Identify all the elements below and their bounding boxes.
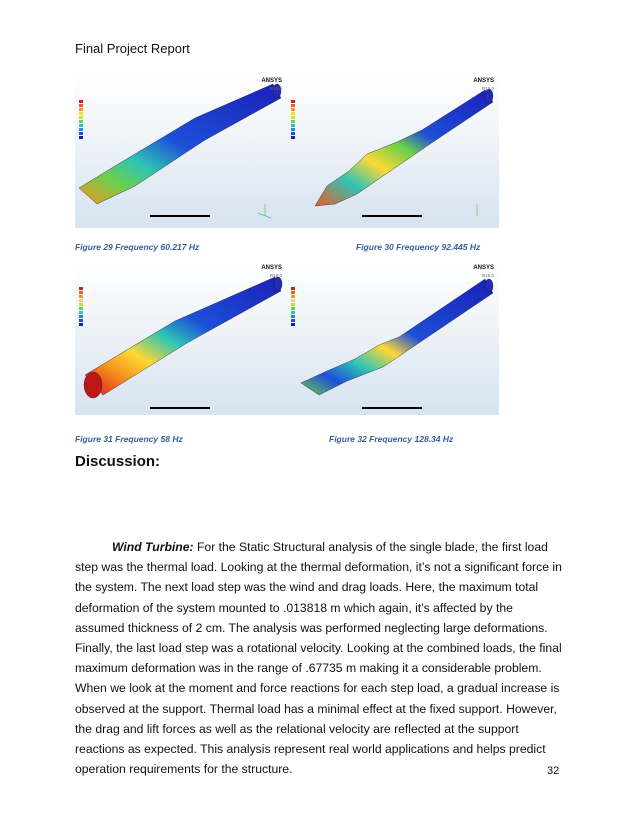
legend-swatch [79, 311, 83, 314]
legend-swatch [79, 295, 83, 298]
page-header-title: Final Project Report [75, 41, 190, 56]
legend-swatch [79, 108, 83, 111]
legend-swatch [291, 100, 295, 103]
legend-swatch [291, 315, 295, 318]
legend-swatch [291, 128, 295, 131]
legend-swatch [79, 104, 83, 107]
legend-swatch [79, 100, 83, 103]
legend-swatch [291, 299, 295, 302]
result-legend [291, 100, 295, 140]
figure-32-image [287, 263, 499, 415]
ansys-logo: ANSYS R15.0 [473, 78, 494, 91]
blade-mode-shape-4 [287, 263, 499, 415]
legend-swatch [291, 287, 295, 290]
legend-swatch [79, 299, 83, 302]
legend-swatch [79, 124, 83, 127]
legend-swatch [79, 291, 83, 294]
legend-swatch [79, 128, 83, 131]
legend-swatch [79, 136, 83, 139]
legend-swatch [291, 136, 295, 139]
result-legend [79, 287, 83, 327]
figure-31-caption: Figure 31 Frequency 58 Hz [75, 434, 183, 444]
legend-swatch [291, 108, 295, 111]
legend-swatch [79, 116, 83, 119]
legend-swatch [79, 319, 83, 322]
legend-swatch [291, 104, 295, 107]
page-number: 32 [547, 765, 560, 777]
result-legend [291, 287, 295, 327]
legend-swatch [291, 124, 295, 127]
legend-swatch [79, 287, 83, 290]
legend-swatch [79, 120, 83, 123]
legend-swatch [291, 112, 295, 115]
legend-swatch [291, 323, 295, 326]
legend-swatch [291, 311, 295, 314]
legend-swatch [79, 132, 83, 135]
result-legend [79, 100, 83, 140]
legend-swatch [79, 315, 83, 318]
legend-swatch [291, 303, 295, 306]
figure-29-image [75, 76, 287, 228]
legend-swatch [291, 295, 295, 298]
blade-mode-shape-2 [287, 76, 499, 228]
legend-swatch [291, 307, 295, 310]
blade-mode-shape-3 [75, 263, 287, 415]
legend-swatch [291, 319, 295, 322]
legend-swatch [291, 116, 295, 119]
discussion-body: For the Static Structural analysis of the single blade, the first load step was the thermal load. Looking at the thermal deformation, it’s not a significant force in the system. The next load step was the wind and drag loads. Here, the maximum total deformation of the system mounted to .013818 m which again, it’s affected by the assumed thickness of 2 cm. The analysis was performed neglecting large deformations. Finally, the last load step was a rotational velocity. Looking at the combined loads, the final maximum deformation was in the range of .67735 m making it a considerable problem. When we look at the moment and force reactions for each step load, a gradual increase is observed at the support. Thermal load has a minimal effect at the fixed support. However, the drag and lift forces as well as the relational velocity are reflected at the support reactions as expected. This analysis represent real world applications and helps predict operation requirements for the structure. [75, 540, 562, 777]
figure-31-image [75, 263, 287, 415]
figure-29-caption: Figure 29 Frequency 60.217 Hz [75, 242, 200, 252]
discussion-heading: Discussion: [75, 453, 161, 470]
legend-swatch [79, 323, 83, 326]
legend-swatch [79, 112, 83, 115]
legend-swatch [291, 291, 295, 294]
legend-swatch [291, 120, 295, 123]
legend-swatch [79, 307, 83, 310]
figure-30-caption: Figure 30 Frequency 92.445 Hz [356, 242, 481, 252]
ansys-logo: ANSYS R15.0 [261, 78, 282, 91]
discussion-paragraph [75, 537, 565, 779]
figure-30-image [287, 76, 499, 228]
ansys-logo: ANSYS R15.0 [473, 265, 494, 278]
discussion-lead: Wind Turbine: [112, 540, 194, 554]
blade-mode-shape-1 [75, 76, 287, 228]
legend-swatch [291, 132, 295, 135]
legend-swatch [79, 303, 83, 306]
ansys-logo: ANSYS R15.0 [261, 265, 282, 278]
figure-32-caption: Figure 32 Frequency 128.34 Hz [329, 434, 454, 444]
